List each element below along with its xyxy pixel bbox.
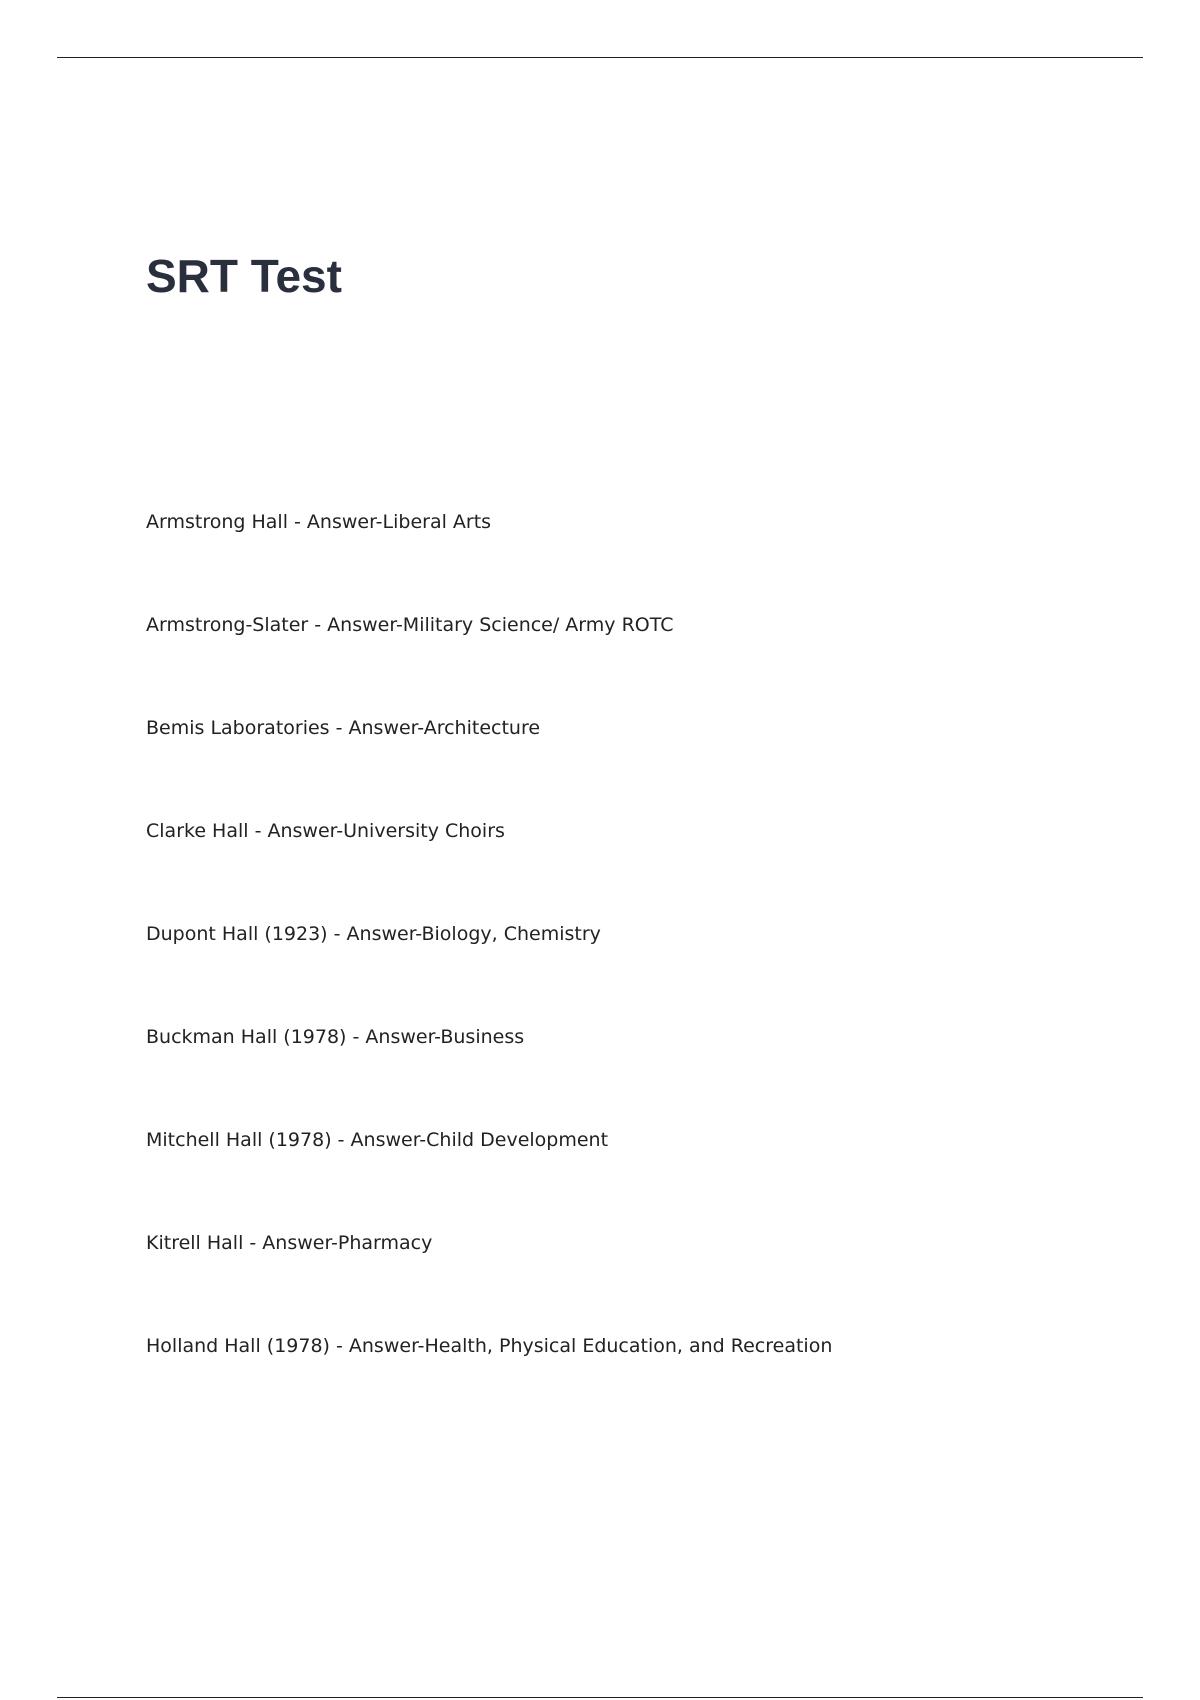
qa-text: Holland Hall (1978) - Answer-Health, Physical Education, and Recreation xyxy=(146,1335,833,1357)
qa-text: Dupont Hall (1923) - Answer-Biology, Chemistry xyxy=(146,923,601,945)
qa-list xyxy=(146,508,832,1435)
list-item xyxy=(146,1126,832,1229)
qa-text: Armstrong Hall - Answer-Liberal Arts xyxy=(146,511,492,533)
list-item xyxy=(146,611,832,714)
qa-text: Buckman Hall (1978) - Answer-Business xyxy=(146,1026,525,1048)
qa-text: Clarke Hall - Answer-University Choirs xyxy=(146,820,505,842)
list-item xyxy=(146,1229,832,1332)
list-item xyxy=(146,1023,832,1126)
list-item xyxy=(146,1332,832,1435)
list-item xyxy=(146,714,832,817)
list-item xyxy=(146,817,832,920)
bottom-rule xyxy=(57,1697,1143,1698)
qa-text: Mitchell Hall (1978) - Answer-Child Development xyxy=(146,1129,609,1151)
qa-text: Armstrong-Slater - Answer-Military Science/ Army ROTC xyxy=(146,614,674,636)
list-item xyxy=(146,920,832,1023)
top-rule xyxy=(57,57,1143,58)
qa-text: Kitrell Hall - Answer-Pharmacy xyxy=(146,1232,433,1254)
document-title: SRT Test xyxy=(146,250,342,302)
qa-text: Bemis Laboratories - Answer-Architecture xyxy=(146,717,541,739)
list-item xyxy=(146,508,832,611)
